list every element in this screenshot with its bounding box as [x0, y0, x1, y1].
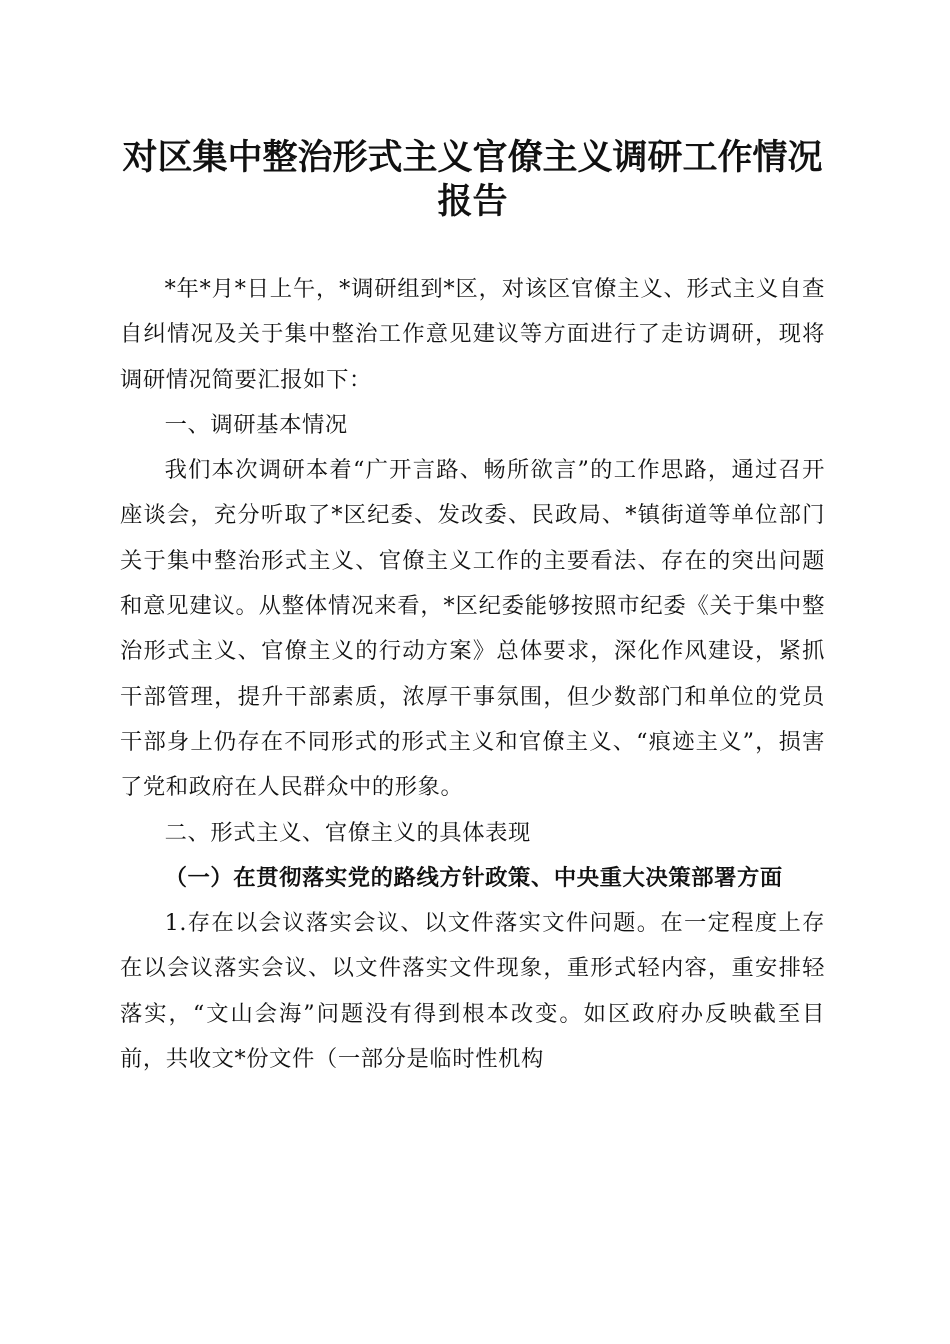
document-page — [120, 136, 825, 1082]
intro-paragraph: *年*月*日上午，*调研组到*区，对该区官僚主义、形式主义自查自纠情况及关于集中整治工作意见建议等方面进行了走访调研，现将调研情况简要汇报如下： — [120, 276, 825, 393]
section-1-heading: 一、调研基本情况 — [164, 411, 348, 438]
item-1-paragraph: 1.存在以会议落实会议、以文件落实文件问题。在一定程度上存在以会议落实会议、以文件落实文件现象，重形式轻内容，重安排轻落实，“文山会海”问题没有得到根本改变。如区政府办反映截至目前，共收文*份文件（一部分是临时性机构 — [120, 910, 825, 1073]
subsection-1-heading: （一）在贯彻落实党的路线方针政策、中央重大决策部署方面 — [164, 864, 783, 891]
section-2-heading: 二、形式主义、官僚主义的具体表现 — [164, 819, 531, 846]
document-title: 对区集中整治形式主义官僚主义调研工作情况报告 — [122, 137, 823, 222]
section-1-paragraph: 我们本次调研本着“广开言路、畅所欲言”的工作思路，通过召开座谈会，充分听取了*区纪委、发改委、民政局、*镇街道等单位部门关于集中整治形式主义、官僚主义工作的主要看法、存在的突出问题和意见建议。从整体情况来看，*区纪委能够按照市纪委《关于集中整治形式主义、官僚主义的行动方案》总体要求，深化作风建设，紧抓干部管理，提升干部素质，浓厚干事氛围，但少数部门和单位的党员干部身上仍存在不同形式的形式主义和官僚主义、“痕迹主义”，损害了党和政府在人民群众中的形象。 — [120, 457, 825, 801]
